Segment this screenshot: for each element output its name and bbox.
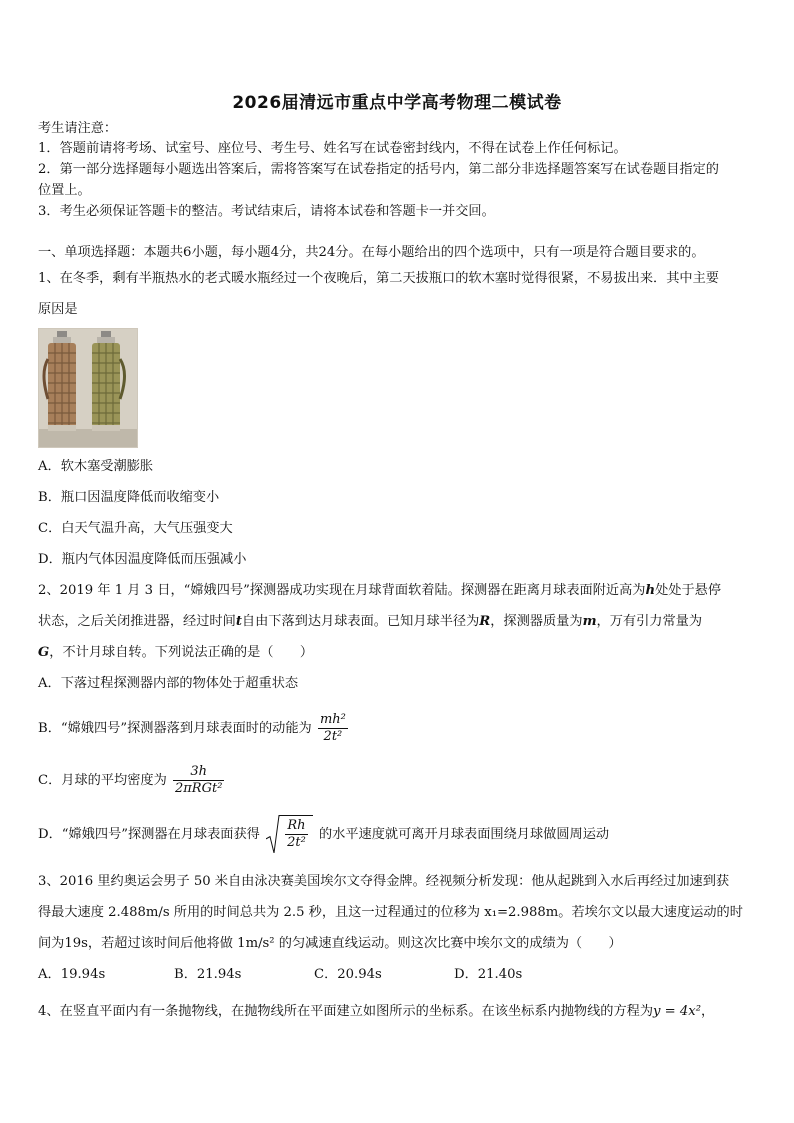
fraction-formula <box>285 818 308 851</box>
notice-item: 1．答题前请将考场、试室号、座位号、考生号、姓名写在试卷密封线内，不得在试卷上作任何标记。 <box>38 141 627 156</box>
fraction-denominator: 2πRGt² <box>174 781 223 796</box>
option-text: 的水平速度就可离开月球表面围绕月球做圆周运动 <box>319 827 610 842</box>
option-item: C．白天气温升高，大气压强变大 <box>38 521 233 536</box>
question-2-line <box>38 644 313 662</box>
option-item: B．21.94s <box>174 967 242 982</box>
option-item <box>38 764 226 798</box>
question-2-text: 处处于悬停 <box>655 583 722 598</box>
variable-g: G <box>38 645 50 660</box>
fraction-numerator: 3h <box>190 764 208 779</box>
variable-h: h <box>645 583 656 598</box>
question-2-line <box>38 582 721 600</box>
option-text: D．“嫦娥四号”探测器在月球表面获得 <box>38 827 260 842</box>
fraction-numerator: Rh <box>287 818 306 833</box>
question-3-text: 得最大速度 2.488m/s 所用的时间总共为 2.5 秒，且这一过程通过的位移为 x₁=2.988m。若埃尔文以最大速度运动的时 <box>38 905 743 920</box>
option-item: D．瓶内气体因温度降低而压强减小 <box>38 552 247 567</box>
option-item: B．瓶口因温度降低而收缩变小 <box>38 490 220 505</box>
thermos-bottles-image <box>39 329 137 447</box>
option-item: A．19.94s <box>38 967 106 982</box>
fraction-denominator: 2t² <box>287 835 306 850</box>
question-3-text: 间为19s，若超过该时间后他将做 1m/s² 的匀减速直线运动。则这次比赛中埃尔文的成绩为（ ） <box>38 936 622 951</box>
variable-r: R <box>479 614 491 629</box>
question-2-line <box>38 613 702 631</box>
option-item <box>38 815 609 854</box>
question-2-text: ，探测器质量为 <box>490 614 583 629</box>
question-4-text: 4、在竖直平面内有一条抛物线，在抛物线所在平面建立如图所示的坐标系。在该坐标系内抛物线的方程为 <box>38 1004 654 1019</box>
notice-item: 2．第一部分选择题每小题选出答案后，需将答案写在试卷指定的括号内，第二部分非选择题答案写在试卷题目指定的 <box>38 162 719 177</box>
question-4-line <box>38 1003 714 1021</box>
option-text: C．月球的平均密度为 <box>38 773 167 788</box>
question-2-text: 状态，之后关闭推进器，经过时间 <box>38 614 236 629</box>
parabola-equation: y = 4x² <box>653 1004 702 1019</box>
section-heading: 一、单项选择题：本题共6小题，每小题4分，共24分。在每小题给出的四个选项中，只有一项是符合题目要求的。 <box>38 245 705 260</box>
question-2-text: ，不计月球自转。下列说法正确的是（ ） <box>49 645 314 660</box>
notice-item: 3．考生必须保证答题卡的整洁。考试结束后，请将本试卷和答题卡一并交回。 <box>38 204 495 219</box>
question-1-text: 原因是 <box>38 302 78 317</box>
fraction-numerator: mh² <box>319 712 346 727</box>
question-3-text: 3、2016 里约奥运会男子 50 米自由泳决赛美国埃尔文夺得金牌。经视频分析发现：他从起跳到入水后再经过加速到获 <box>38 874 730 889</box>
square-root-formula <box>266 815 313 854</box>
question-2-text: 自由下落到达月球表面。已知月球半径为 <box>241 614 480 629</box>
question-4-text: ， <box>701 1004 715 1019</box>
variable-t: t <box>235 614 242 629</box>
option-text: B．“嫦娥四号”探测器落到月球表面时的动能为 <box>38 721 312 736</box>
option-item: C．20.94s <box>314 967 382 982</box>
question-1-text: 1、在冬季，剩有半瓶热水的老式暖水瓶经过一个夜晚后，第二天拔瓶口的软木塞时觉得很紧，不易拔出来．其中主要 <box>38 271 719 286</box>
notice-heading: 考生请注意： <box>38 121 118 136</box>
thermos-bottles-photo <box>38 328 138 448</box>
page-title: 2026届清远市重点中学高考物理二模试卷 <box>232 93 562 113</box>
radical-sign-icon <box>266 815 280 854</box>
question-2-text: ，万有引力常量为 <box>596 614 703 629</box>
option-item <box>38 712 350 746</box>
fraction-formula <box>173 764 224 797</box>
option-item: A．下落过程探测器内部的物体处于超重状态 <box>38 676 299 691</box>
option-item: A．软木塞受潮膨胀 <box>38 459 154 474</box>
option-item: D．21.40s <box>454 967 523 982</box>
fraction-denominator: 2t² <box>318 728 348 745</box>
notice-item: 位置上。 <box>38 183 91 198</box>
question-2-text: 2、2019 年 1 月 3 日，“嫦娥四号”探测器成功实现在月球背面软着陆。探测器在距离月球表面附近高为 <box>38 583 646 598</box>
fraction-formula <box>318 712 348 745</box>
variable-m: m <box>582 614 597 629</box>
